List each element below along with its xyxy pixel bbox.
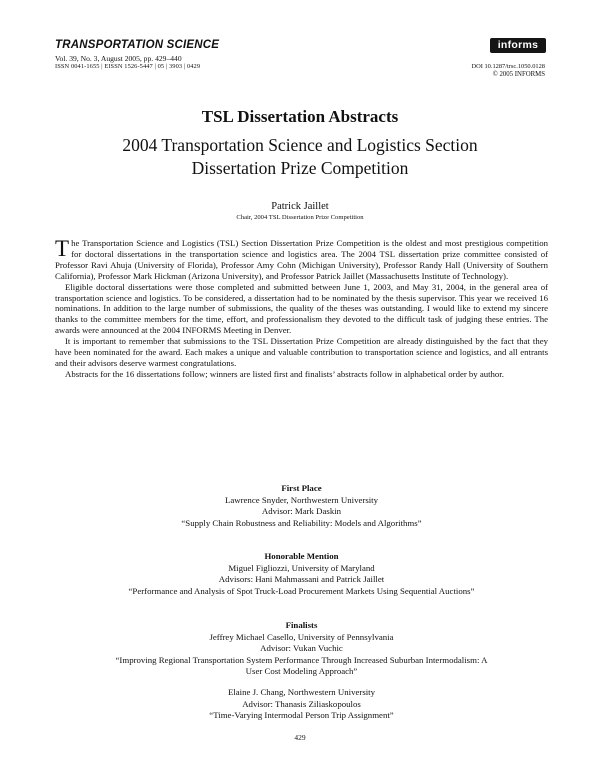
paragraph-1 <box>55 238 548 282</box>
author-name: Patrick Jaillet <box>271 201 329 212</box>
drop-cap: T <box>55 236 70 261</box>
volume-info: Vol. 39, No. 3, August 2005, pp. 429–440 <box>55 54 182 63</box>
finalists-heading: Finalists <box>285 620 318 630</box>
article-body <box>55 238 548 380</box>
first-place-title: “Supply Chain Robustness and Reliability: Models and Algorithms” <box>181 517 422 528</box>
first-place-name: Lawrence Snyder, Northwestern University <box>224 494 379 505</box>
finalist-name: Elaine J. Chang, Northwestern University <box>227 687 376 697</box>
finalists-section <box>55 620 548 678</box>
first-place-advisor: Advisor: Mark Daskin <box>261 506 342 517</box>
finalist-title: “Improving Regional Transportation System Performance Through Increased Suburban Intermodalism: A <box>115 654 488 665</box>
honorable-mention-section <box>55 551 548 597</box>
informs-logo: informs <box>490 38 546 53</box>
paragraph-1-text: he Transportation Science and Logistics (TSL) Section Dissertation Prize Competition is the oldest and most prestigious competition for doctoral dissertations in the transportation science and logistics area. The 2004 TSL dissertation prize committee consisted of Professor Ravi Ahuja (University of Florida), Professor Amy Cohn (Michigan University), Professor Randy Hall (University of Southern California), Professor Mark Hickman (Arizona University), and Professor Patrick Jaillet (Massachusetts Institute of Technology). <box>55 238 548 281</box>
first-place-heading: First Place <box>281 483 322 493</box>
honorable-mention-advisor: Advisors: Hani Mahmassani and Patrick Jaillet <box>218 574 385 585</box>
paragraph-3: It is important to remember that submissions to the TSL Dissertation Prize Competition are already distinguished by the fact that they have been nominated for the award. Each makes a unique and valuable contribution to transportation science and logistics, and all entrants and their advisors deserve warmest congratulations. <box>55 336 548 368</box>
subtitle-line-2: Dissertation Prize Competition <box>191 158 409 178</box>
honorable-mention-name: Miguel Figliozzi, University of Maryland <box>228 562 375 573</box>
finalist-entry-2 <box>55 687 548 722</box>
doi-info: DOI 10.1287/trsc.1050.0128 <box>471 63 545 70</box>
finalist-title: “Time-Varying Intermodal Person Trip Assignment” <box>209 710 394 721</box>
paragraph-4: Abstracts for the 16 dissertations follow; winners are listed first and finalists’ abstracts follow in alphabetical order by author. <box>65 368 504 379</box>
subtitle-line-1: 2004 Transportation Science and Logistics Section <box>122 135 478 155</box>
finalist-advisor: Advisor: Thanasis Ziliaskopoulos <box>242 698 361 709</box>
copyright-info: © 2005 INFORMS <box>492 71 545 78</box>
first-place-section <box>55 483 548 529</box>
page-number: 429 <box>294 733 306 742</box>
issn-info: ISSN 0041-1655 | EISSN 1526-5447 | 05 | 3903 | 0429 <box>55 63 201 70</box>
author-affiliation: Chair, 2004 TSL Dissertation Prize Competition <box>236 214 364 221</box>
honorable-mention-heading: Honorable Mention <box>264 551 339 561</box>
journal-name: TRANSPORTATION SCIENCE <box>55 39 220 51</box>
finalist-title-cont: User Cost Modeling Approach” <box>245 666 358 677</box>
article-subtitle <box>60 134 540 180</box>
paragraph-2: Eligible doctoral dissertations were those completed and submitted between June 1, 2003, and May 31, 2004, in the general area of transportation science and logistics. To be considered, a dissertation had to be nominated by the thesis supervisor. This year we received 16 nominations. In addition to the large number of submissions, the quality of the theses was outstanding. I would like to extend my sincere thanks to the committee members for the time, effort, and professionalism they devoted to the difficult task of judging these entries. The awards were announced at the 2004 INFORMS Meeting in Denver. <box>55 281 548 336</box>
finalist-advisor: Advisor: Vukan Vuchic <box>260 643 343 654</box>
article-title: TSL Dissertation Abstracts <box>201 107 399 126</box>
finalist-name: Jeffrey Michael Casello, University of Pennsylvania <box>209 631 394 642</box>
honorable-mention-title: “Performance and Analysis of Spot Truck-Load Procurement Markets Using Sequential Auctions” <box>128 585 475 596</box>
